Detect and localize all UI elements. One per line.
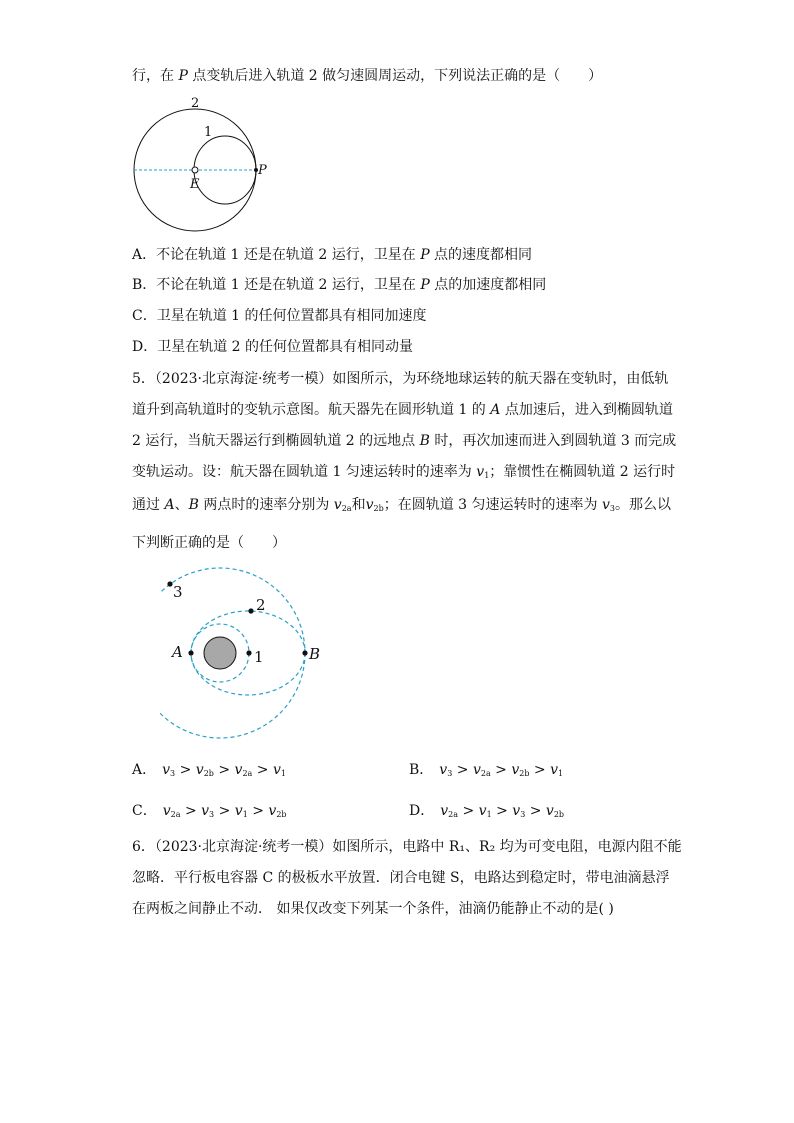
q5-line-4: 变轨运动。设：航天器在圆轨道 1 匀速运转时的速率为 $v_1$；靠惯性在椭圆轨道 2 运行时 [132, 464, 676, 480]
orbit-3-label: 3 [173, 583, 183, 601]
orbit-2-label: 2 [256, 596, 266, 614]
q4-option-c: C．卫星在轨道 1 的任何位置都具有相同加速度 [132, 308, 427, 324]
q5-line-6: 下判断正确的是（ ） [132, 535, 286, 551]
q6-line-3: 在两板之间静止不动． 如果仅改变下列某一个条件，油滴仍能静止不动的是( ) [132, 901, 614, 917]
point-a-label: A [172, 643, 183, 661]
point-1 [246, 650, 251, 655]
point-b [302, 650, 307, 655]
point-3 [167, 581, 172, 586]
q5-option-b: B． $v_3 > v_{2a} > v_{2b} > v_1$ [409, 762, 564, 778]
q6-line-2: 忽略．平行板电容器 C 的极板水平放置．闭合电键 S，电路达到稳定时，带电油滴悬浮 [132, 870, 670, 886]
point-a [188, 650, 193, 655]
q4-option-a: A．不论在轨道 1 还是在轨道 2 运行，卫星在 P 点的速度都相同 [132, 247, 533, 263]
q4-orbit-figure [130, 96, 270, 232]
q6-line-1: 6．（2023·北京海淀·统考一模）如图所示，电路中 R₁、R₂ 均为可变电阻，电源内阻不能 [132, 839, 682, 855]
q5-option-c: C． $v_{2a} > v_3 > v_1 > v_{2b}$ [132, 803, 287, 819]
orbit-1-label: 1 [204, 125, 213, 140]
q5-line-2: 道升到高轨道时的变轨示意图。航天器先在圆形轨道 1 的 A 点加速后，进入到椭圆轨道 [132, 402, 673, 418]
q5-orbit-figure [160, 565, 340, 745]
q4-option-d: D．卫星在轨道 2 的任何位置都具有相同动量 [132, 339, 414, 355]
q5-line-3: 2 运行，当航天器运行到椭圆轨道 2 的远地点 B 时，再次加速而进入到圆轨道 3 而完成 [132, 433, 677, 449]
orbit-2-label: 2 [191, 96, 200, 111]
earth-label: E [190, 177, 200, 192]
point-2 [248, 608, 253, 613]
q5-line-1: 5．（2023·北京海淀·统考一模）如图所示，为环绕地球运转的航天器在变轨时，由低轨 [132, 371, 669, 387]
orbit-1-label: 1 [254, 648, 264, 666]
q4-stem: 行，在 P 点变轨后进入轨道 2 做匀速圆周运动，下列说法正确的是（ ） [132, 68, 603, 84]
q5-line-5: 通过 A、B 两点时的速率分别为 $v_{2a}$和$v_{2b}$；在圆轨道 3 匀速运转时的速率为 $v_3$。那么以 [132, 497, 671, 513]
earth-disc [204, 637, 236, 669]
point-p-label: P [258, 163, 267, 178]
q4-option-b: B．不论在轨道 1 还是在轨道 2 运行，卫星在 P 点的加速度都相同 [132, 277, 547, 293]
point-b-label: B [309, 645, 321, 663]
q5-option-a: A． $v_3 > v_{2b} > v_{2a} > v_1$ [132, 762, 286, 778]
earth-marker [192, 167, 198, 173]
q5-option-d: D． $v_{2a} > v_1 > v_3 > v_{2b}$ [409, 803, 565, 819]
